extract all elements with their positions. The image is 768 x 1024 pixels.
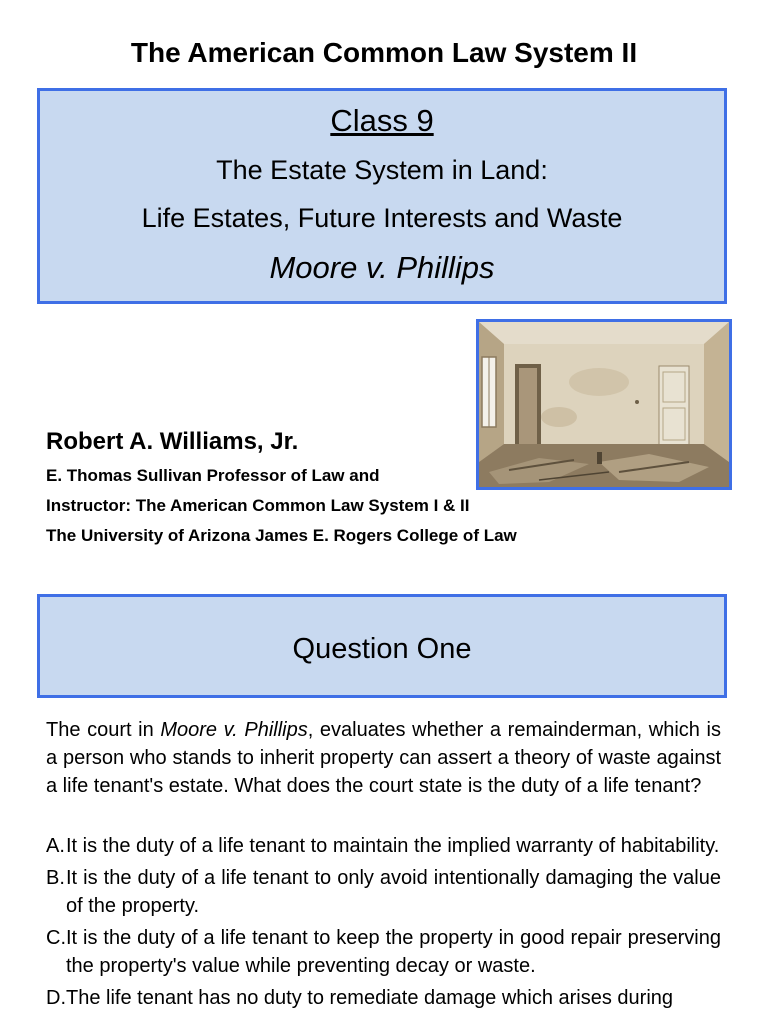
answer-option-c	[46, 924, 721, 980]
author-affiliation: The University of Arizona James E. Rogers College of Law	[46, 526, 517, 545]
topic-subtitle-line2: Life Estates, Future Interests and Waste	[141, 203, 623, 233]
question-label: Question One	[292, 633, 472, 665]
question-text-end: , evaluates whether a remainderman, which is a person who stands to inherit property can assert a theory of waste against a life tenant's estate. What does the court state is the duty of a life tenant?	[46, 719, 721, 797]
option-text: It is the duty of a life tenant to only avoid intentionally damaging the value of the property.	[66, 867, 721, 917]
question-heading-box	[37, 594, 727, 698]
abandoned-room-photo	[476, 319, 732, 490]
case-name: Moore v. Phillips	[269, 250, 495, 285]
question-text	[46, 716, 721, 800]
topic-subtitle-line1: The Estate System in Land:	[216, 155, 548, 185]
option-letter: B.	[46, 867, 65, 889]
answer-option-b	[46, 864, 721, 920]
option-text: It is the duty of a life tenant to maintain the implied warranty of habitability.	[66, 835, 720, 857]
option-text: It is the duty of a life tenant to keep the property in good repair preserving the property's value while preventing decay or waste.	[66, 927, 721, 977]
class-label: Class 9	[330, 103, 434, 138]
answer-options	[46, 832, 721, 1016]
author-title-line1: E. Thomas Sullivan Professor of Law and	[46, 466, 380, 485]
author-title-line2: Instructor: The American Common Law System I & II	[46, 496, 470, 515]
class-title-box	[37, 88, 727, 304]
answer-option-a	[46, 832, 721, 860]
document-title: The American Common Law System II	[130, 37, 638, 68]
question-text-start: The court in	[46, 719, 161, 741]
author-name: Robert A. Williams, Jr.	[46, 428, 299, 455]
answer-option-d	[46, 984, 721, 1012]
question-case-name: Moore v. Phillips	[160, 719, 308, 741]
option-text: The life tenant has no duty to remediate damage which arises during	[66, 987, 674, 1009]
option-letter: A.	[46, 835, 65, 857]
option-letter: D.	[46, 987, 66, 1009]
option-letter: C.	[46, 927, 66, 949]
